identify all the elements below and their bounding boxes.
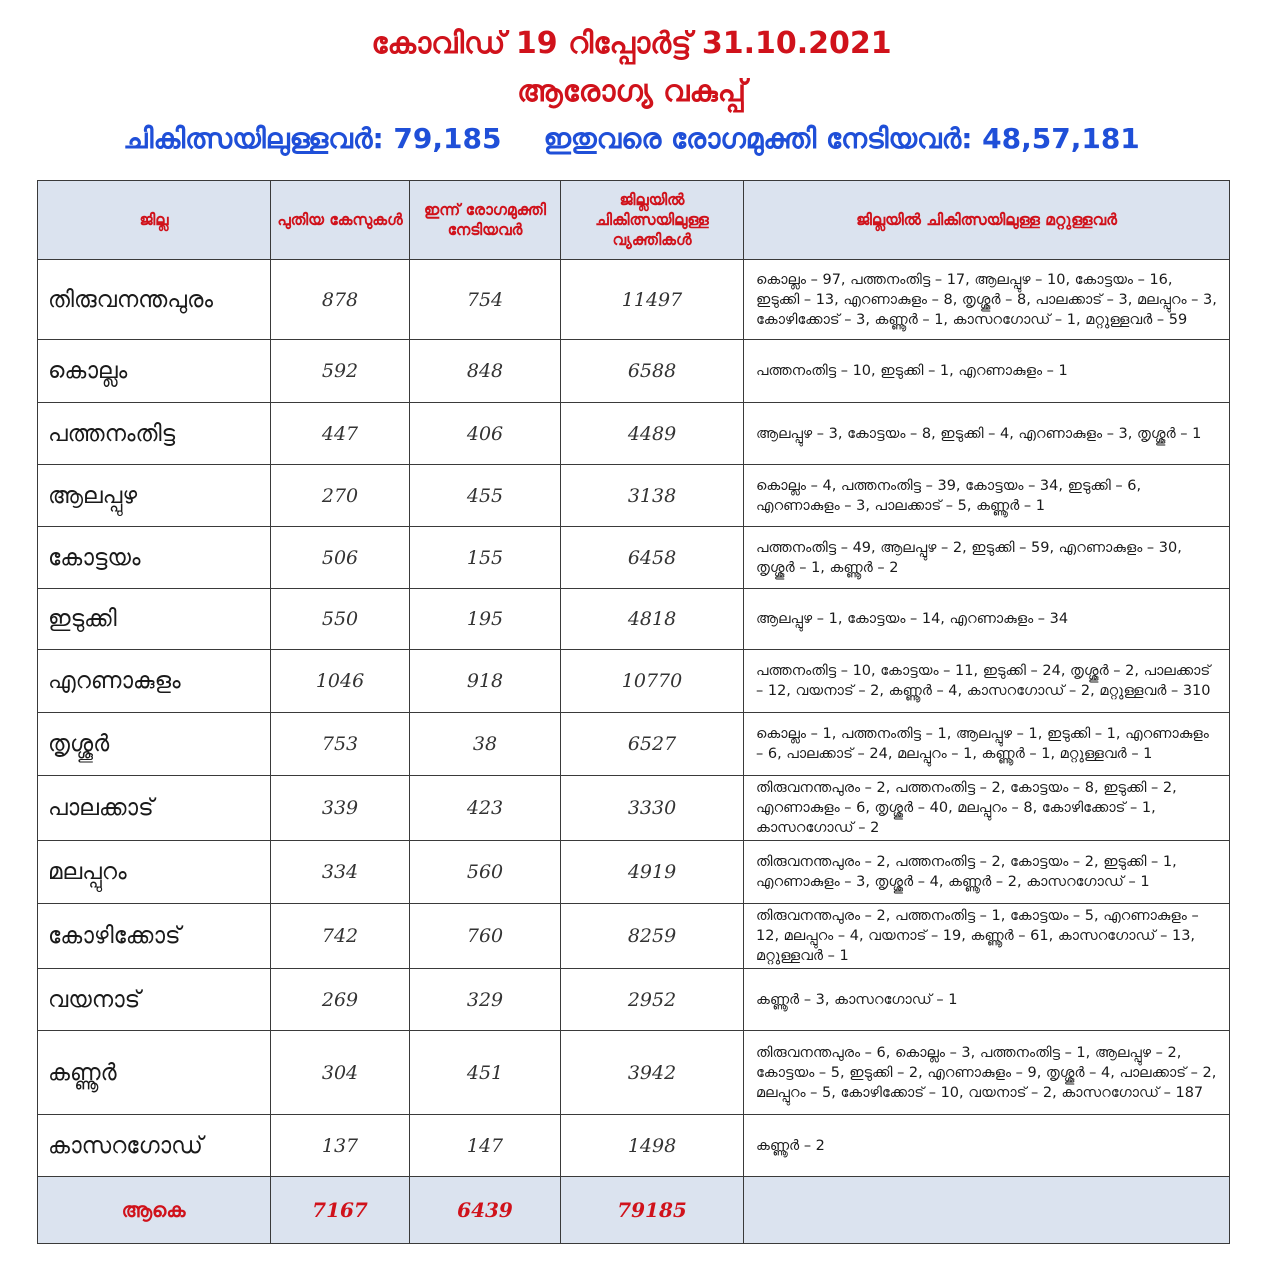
new-cases-cell: 269 xyxy=(271,969,410,1031)
new-cases-cell: 742 xyxy=(271,904,410,969)
district-cell: തൃശ്ശൂർ xyxy=(38,713,271,776)
total-label: ആകെ xyxy=(38,1177,271,1244)
active-cell: 4489 xyxy=(561,403,744,465)
total-active: 79185 xyxy=(561,1177,744,1244)
others-cell: ആലപ്പുഴ – 3, കോട്ടയം – 8, ഇടുക്കി – 4, എറണാകുളം – 3, തൃശ്ശൂർ – 1 xyxy=(744,403,1230,465)
new-cases-cell: 270 xyxy=(271,465,410,527)
table-row xyxy=(38,465,1230,527)
district-cell: ആലപ്പുഴ xyxy=(38,465,271,527)
district-cell: വയനാട് xyxy=(38,969,271,1031)
active-cell: 3942 xyxy=(561,1031,744,1115)
column-header-district: ജില്ല xyxy=(38,181,271,260)
table-row xyxy=(38,403,1230,465)
district-cell: മലപ്പുറം xyxy=(38,841,271,904)
recovered-total-count: ഇതുവരെ രോഗമുക്തി നേടിയവർ: 48,57,181 xyxy=(543,122,1140,155)
total-recovered: 6439 xyxy=(410,1177,561,1244)
table-row xyxy=(38,904,1230,969)
new-cases-cell: 339 xyxy=(271,776,410,841)
new-cases-cell: 304 xyxy=(271,1031,410,1115)
others-cell: ആലപ്പുഴ – 1, കോട്ടയം – 14, എറണാകുളം – 34 xyxy=(744,589,1230,650)
active-cell: 4919 xyxy=(561,841,744,904)
others-cell: കൊല്ലം – 97, പത്തനംതിട്ട – 17, ആലപ്പുഴ – 10, കോട്ടയം – 16, ഇടുക്കി – 13, എറണാകുളം – 8, തൃശ്ശൂർ – 8, പാലക്കാട് – 3, മലപ്പുറം – 3, കോഴിക്കോട് – 3, കണ്ണൂർ – 1, കാസറഗോഡ് – 1, മറ്റുള്ളവർ – 59 xyxy=(744,260,1230,340)
active-cell: 3330 xyxy=(561,776,744,841)
new-cases-cell: 506 xyxy=(271,527,410,589)
district-cell: തിരുവനന്തപുരം xyxy=(38,260,271,340)
table-row xyxy=(38,1115,1230,1177)
table-row xyxy=(38,969,1230,1031)
active-cell: 11497 xyxy=(561,260,744,340)
active-cell: 6588 xyxy=(561,340,744,403)
new-cases-cell: 753 xyxy=(271,713,410,776)
new-cases-cell: 447 xyxy=(271,403,410,465)
new-cases-cell: 334 xyxy=(271,841,410,904)
recovered-cell: 754 xyxy=(410,260,561,340)
recovered-cell: 560 xyxy=(410,841,561,904)
others-cell: തിരുവനന്തപുരം – 6, കൊല്ലം – 3, പത്തനംതിട്ട – 1, ആലപ്പുഴ – 2, കോട്ടയം – 5, ഇടുക്കി – 2, എറണാകുളം – 9, തൃശ്ശൂർ – 4, പാലക്കാട് – 2, മലപ്പുറം – 5, കോഴിക്കോട് – 10, വയനാട് – 2, കാസറഗോഡ് – 187 xyxy=(744,1031,1230,1115)
district-cell: എറണാകുളം xyxy=(38,650,271,713)
table-body xyxy=(38,260,1230,1244)
table-row xyxy=(38,340,1230,403)
summary-line xyxy=(0,122,1263,156)
total-row xyxy=(38,1177,1230,1244)
recovered-cell: 918 xyxy=(410,650,561,713)
table-row xyxy=(38,527,1230,589)
others-cell: കണ്ണൂർ – 2 xyxy=(744,1115,1230,1177)
new-cases-cell: 1046 xyxy=(271,650,410,713)
column-header-active: ജില്ലയിൽ ചികിത്സയിലുള്ള വ്യക്തികൾ xyxy=(561,181,744,260)
district-report-table xyxy=(37,180,1230,1244)
column-header-others: ജില്ലയിൽ ചികിത്സയിലുള്ള മറ്റുള്ളവർ xyxy=(744,181,1230,260)
active-cell: 8259 xyxy=(561,904,744,969)
table-row xyxy=(38,776,1230,841)
active-cell: 6527 xyxy=(561,713,744,776)
active-cell: 2952 xyxy=(561,969,744,1031)
others-cell: കൊല്ലം – 4, പത്തനംതിട്ട – 39, കോട്ടയം – 34, ഇടുക്കി – 6, എറണാകുളം – 3, പാലക്കാട് – 5, കണ്ണൂർ – 1 xyxy=(744,465,1230,527)
active-cell: 3138 xyxy=(561,465,744,527)
others-cell: കണ്ണൂർ – 3, കാസറഗോഡ് – 1 xyxy=(744,969,1230,1031)
new-cases-cell: 592 xyxy=(271,340,410,403)
others-cell: തിരുവനന്തപുരം – 2, പത്തനംതിട്ട – 2, കോട്ടയം – 8, ഇടുക്കി – 2, എറണാകുളം – 6, തൃശ്ശൂർ – 40, മലപ്പുറം – 8, കോഴിക്കോട് – 1, കാസറഗോഡ് – 2 xyxy=(744,776,1230,841)
new-cases-cell: 550 xyxy=(271,589,410,650)
others-cell: തിരുവനന്തപുരം – 2, പത്തനംതിട്ട – 1, കോട്ടയം – 5, എറണാകുളം – 12, മലപ്പുറം – 4, വയനാട് – 19, കണ്ണൂർ – 61, കാസറഗോഡ് – 13, മറ്റുള്ളവർ – 1 xyxy=(744,904,1230,969)
others-cell: പത്തനംതിട്ട – 10, കോട്ടയം – 11, ഇടുക്കി – 24, തൃശ്ശൂർ – 2, പാലക്കാട് – 12, വയനാട് – 2, കണ്ണൂർ – 4, കാസറഗോഡ് – 2, മറ്റുള്ളവർ – 310 xyxy=(744,650,1230,713)
district-cell: കാസറഗോഡ് xyxy=(38,1115,271,1177)
recovered-cell: 329 xyxy=(410,969,561,1031)
district-cell: പത്തനംതിട്ട xyxy=(38,403,271,465)
table-row xyxy=(38,841,1230,904)
table-row xyxy=(38,589,1230,650)
column-header-new-cases: പുതിയ കേസുകൾ xyxy=(271,181,410,260)
district-cell: കോഴിക്കോട് xyxy=(38,904,271,969)
recovered-cell: 147 xyxy=(410,1115,561,1177)
new-cases-cell: 137 xyxy=(271,1115,410,1177)
recovered-cell: 451 xyxy=(410,1031,561,1115)
total-others xyxy=(744,1177,1230,1244)
recovered-cell: 760 xyxy=(410,904,561,969)
district-cell: കോട്ടയം xyxy=(38,527,271,589)
recovered-cell: 38 xyxy=(410,713,561,776)
report-title: കോവിഡ് 19 റിപ്പോർട്ട് 31.10.2021 xyxy=(371,26,892,61)
recovered-cell: 195 xyxy=(410,589,561,650)
district-cell: കൊല്ലം xyxy=(38,340,271,403)
recovered-cell: 406 xyxy=(410,403,561,465)
table-header-row xyxy=(38,181,1230,260)
others-cell: പത്തനംതിട്ട – 10, ഇടുക്കി – 1, എറണാകുളം – 1 xyxy=(744,340,1230,403)
active-cell: 10770 xyxy=(561,650,744,713)
district-cell: പാലക്കാട് xyxy=(38,776,271,841)
table-row xyxy=(38,1031,1230,1115)
recovered-cell: 155 xyxy=(410,527,561,589)
table-row xyxy=(38,713,1230,776)
active-cell: 4818 xyxy=(561,589,744,650)
department-name: ആരോഗ്യ വകുപ്പ് xyxy=(516,74,747,109)
district-cell: കണ്ണൂർ xyxy=(38,1031,271,1115)
table-row xyxy=(38,650,1230,713)
recovered-cell: 423 xyxy=(410,776,561,841)
others-cell: പത്തനംതിട്ട – 49, ആലപ്പുഴ – 2, ഇടുക്കി – 59, എറണാകുളം – 30, തൃശ്ശൂർ – 1, കണ്ണൂർ – 2 xyxy=(744,527,1230,589)
recovered-cell: 455 xyxy=(410,465,561,527)
table-row xyxy=(38,260,1230,340)
total-new-cases: 7167 xyxy=(271,1177,410,1244)
recovered-cell: 848 xyxy=(410,340,561,403)
active-cell: 1498 xyxy=(561,1115,744,1177)
column-header-recovered: ഇന്ന് രോഗമുക്തി നേടിയവർ xyxy=(410,181,561,260)
under-treatment-count: ചികിത്സയിലുള്ളവർ: 79,185 xyxy=(123,122,502,155)
others-cell: കൊല്ലം – 1, പത്തനംതിട്ട – 1, ആലപ്പുഴ – 1, ഇടുക്കി – 1, എറണാകുളം – 6, പാലക്കാട് – 24, മലപ്പുറം – 1, കണ്ണൂർ – 1, മറ്റുള്ളവർ – 1 xyxy=(744,713,1230,776)
district-cell: ഇടുക്കി xyxy=(38,589,271,650)
active-cell: 6458 xyxy=(561,527,744,589)
others-cell: തിരുവനന്തപുരം – 2, പത്തനംതിട്ട – 2, കോട്ടയം – 2, ഇടുക്കി – 1, എറണാകുളം – 3, തൃശ്ശൂർ – 4, കണ്ണൂർ – 2, കാസറഗോഡ് – 1 xyxy=(744,841,1230,904)
new-cases-cell: 878 xyxy=(271,260,410,340)
